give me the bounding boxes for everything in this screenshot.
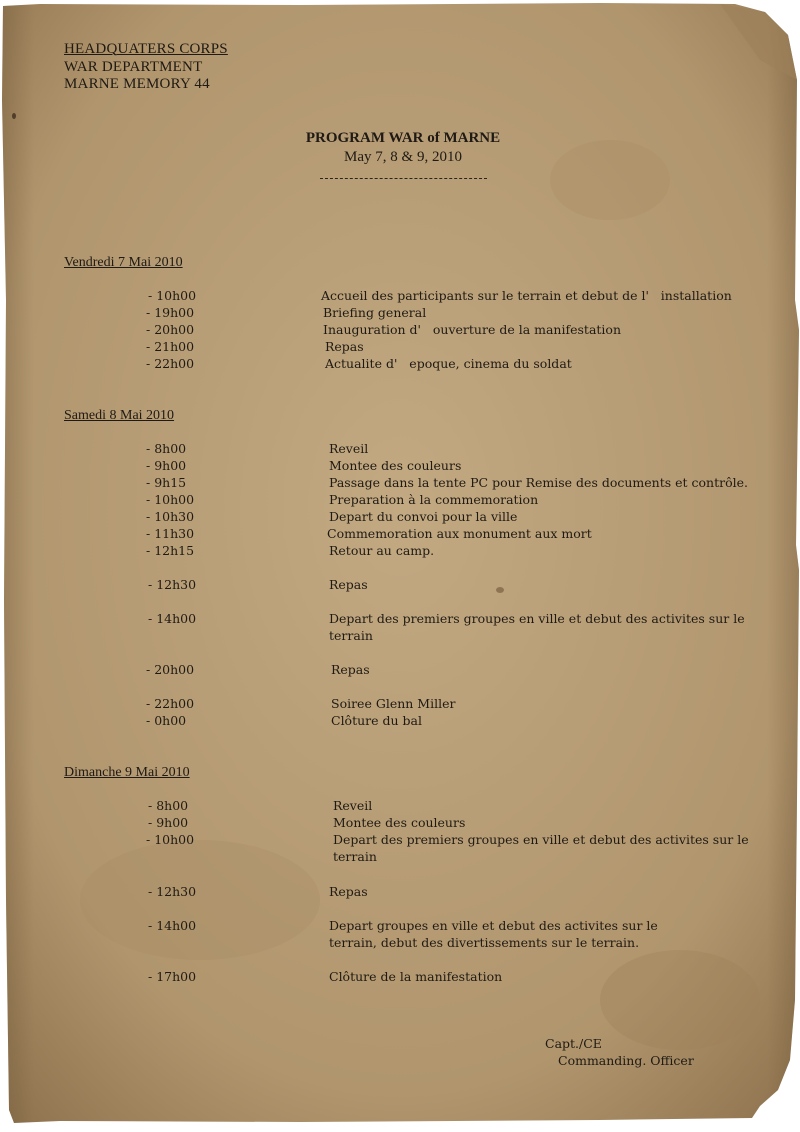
- event-cell: Clôture de la manifestation: [329, 969, 503, 984]
- header-line-1: HEADQUATERS CORPS: [64, 41, 228, 57]
- time-cell: - 14h00: [148, 611, 197, 626]
- event-cell: Repas: [331, 662, 370, 677]
- time-cell: - 17h00: [148, 969, 197, 984]
- time-cell: - 8h00: [146, 441, 187, 456]
- event-cell: Soiree Glenn Miller: [331, 696, 456, 711]
- event-cell: Passage dans la tente PC pour Remise des documents et contrôle.: [329, 475, 749, 490]
- time-cell: - 22h00: [146, 356, 195, 371]
- time-cell: - 10h30: [146, 509, 195, 524]
- day-heading: Vendredi 7 Mai 2010: [64, 255, 183, 270]
- event-cell: Repas: [329, 577, 368, 592]
- time-cell: - 21h00: [146, 339, 195, 354]
- day-heading: Samedi 8 Mai 2010: [64, 408, 175, 423]
- time-cell: - 20h00: [146, 662, 195, 677]
- signature-role: Commanding. Officer: [558, 1053, 694, 1068]
- event-cell: Depart des premiers groupes en ville et debut des activites sur le terrain: [333, 832, 749, 864]
- title-divider: [320, 178, 487, 179]
- event-cell: Briefing general: [323, 305, 427, 320]
- time-cell: - 10h00: [146, 492, 195, 507]
- program-dates: May 7, 8 & 9, 2010: [344, 149, 462, 165]
- event-cell: Preparation à la commemoration: [329, 492, 539, 507]
- program-title: PROGRAM WAR of MARNE: [305, 130, 501, 146]
- event-cell: Montee des couleurs: [329, 458, 462, 473]
- time-cell: - 14h00: [148, 918, 197, 933]
- event-cell: Inauguration d' ouverture de la manifestation: [323, 322, 621, 337]
- event-cell: Depart du convoi pour la ville: [329, 509, 518, 524]
- time-cell: - 22h00: [146, 696, 195, 711]
- header-line-2: WAR DEPARTMENT: [64, 58, 203, 75]
- time-cell: - 12h30: [148, 884, 197, 899]
- event-cell: Clôture du bal: [331, 713, 422, 728]
- time-cell: - 10h00: [146, 832, 195, 847]
- event-cell: Depart des premiers groupes en ville et debut des activites sur le terrain: [329, 611, 745, 643]
- event-cell: Accueil des participants sur le terrain et debut de l' installation: [321, 288, 732, 303]
- event-cell: Depart groupes en ville et debut des activites sur le terrain, debut des divertissements sur le terrain.: [329, 918, 658, 950]
- time-cell: - 9h15: [146, 475, 187, 490]
- time-cell: - 20h00: [146, 322, 195, 337]
- time-cell: - 12h15: [146, 543, 195, 558]
- time-cell: - 9h00: [148, 815, 189, 830]
- event-cell: Reveil: [329, 441, 369, 456]
- time-cell: - 12h30: [148, 577, 197, 592]
- event-cell: Reveil: [333, 798, 373, 813]
- event-cell: Montee des couleurs: [333, 815, 466, 830]
- header-line-3: MARNE MEMORY 44: [64, 76, 210, 92]
- event-cell: Repas: [329, 884, 368, 899]
- time-cell: - 10h00: [148, 288, 197, 303]
- time-cell: - 9h00: [146, 458, 187, 473]
- time-cell: - 0h00: [146, 713, 187, 728]
- event-cell: Repas: [325, 339, 364, 354]
- time-cell: - 19h00: [146, 305, 195, 320]
- day-heading: Dimanche 9 Mai 2010: [64, 765, 190, 780]
- event-cell: Actualite d' epoque, cinema du soldat: [325, 356, 572, 371]
- signature-rank: Capt./CE: [545, 1036, 602, 1051]
- time-cell: - 11h30: [146, 526, 195, 541]
- event-cell: Commemoration aux monument aux mort: [327, 526, 592, 541]
- time-cell: - 8h00: [148, 798, 189, 813]
- header-block: [64, 41, 228, 94]
- event-cell: Retour au camp.: [329, 543, 435, 558]
